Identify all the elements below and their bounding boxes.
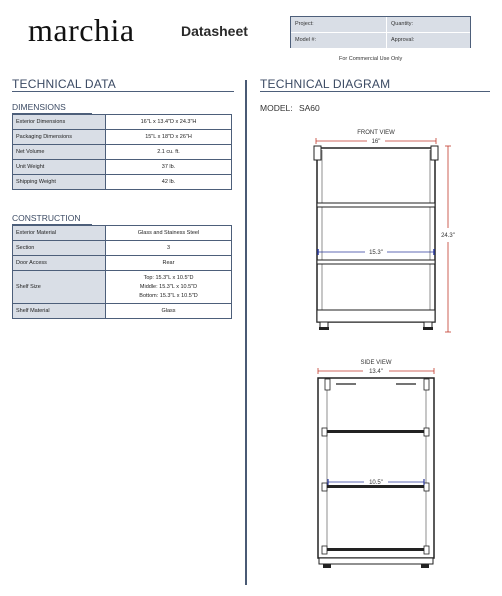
model-value: SA60 [298,103,320,113]
construction-label: Shelf Size [13,271,106,304]
dim-label: Shipping Weight [13,175,106,190]
shelf-size-middle: Middle: 15.3"L x 10.5"D [139,283,198,290]
model-label: Model #: [295,37,317,43]
construction-value: 3 [106,241,232,256]
front-view-cabinet [314,146,438,330]
technical-data-heading: TECHNICAL DATA [12,77,116,91]
front-height-dimension [441,146,455,332]
construction-label: Exterior Material [13,226,106,241]
dimensions-heading: DIMENSIONS [12,102,66,112]
dim-label: Packaging Dimensions [13,130,106,145]
front-height-label: 24.3" [441,233,455,239]
construction-value: Rear [106,256,232,271]
technical-diagram-heading: TECHNICAL DIAGRAM [260,77,391,91]
document-title: Datasheet [181,23,248,39]
dim-value: 37 lb. [106,160,232,175]
dim-value: 15"L x 18"D x 26"H [106,130,232,145]
construction-label: Door Access [13,256,106,271]
front-shelf-width-label: 15.3" [369,250,383,256]
side-depth-label: 13.4" [369,369,383,375]
shelf-size-top: Top: 15.3"L x 10.5"D [143,274,194,281]
side-view-label: SIDE VIEW [360,360,392,366]
construction-heading: CONSTRUCTION [12,213,81,223]
dim-label: Exterior Dimensions [13,115,106,130]
brand-logo: marchia [28,12,135,48]
project-label: Project: [295,21,314,27]
side-depth-dimension [318,368,434,375]
construction-label: Section [13,241,106,256]
side-shelf-depth-label: 10.5" [369,480,383,486]
dim-label: Net Volume [13,145,106,160]
dim-value: 42 lb. [106,175,232,190]
front-width-label: 16" [371,139,381,145]
shelf-size-bottom: Bottom: 15.3"L x 10.5"D [139,292,198,299]
approval-label: Approval: [391,37,415,43]
construction-label: Shelf Material [13,304,106,319]
quantity-label: Quantity: [391,21,414,27]
front-width-dimension [316,138,436,145]
dim-label: Unit Weight [13,160,106,175]
front-view-label: FRONT VIEW [357,130,395,136]
dim-value: 16"L x 13.4"D x 24.3"H [106,115,232,130]
dim-value: 2.1 cu. ft. [106,145,232,160]
construction-value: Glass [106,304,232,319]
commercial-note: For Commercial Use Only [339,56,403,62]
side-view-cabinet [318,378,434,568]
model-label-text: MODEL: [260,103,293,113]
construction-value: Glass and Stainess Steel [106,226,232,241]
